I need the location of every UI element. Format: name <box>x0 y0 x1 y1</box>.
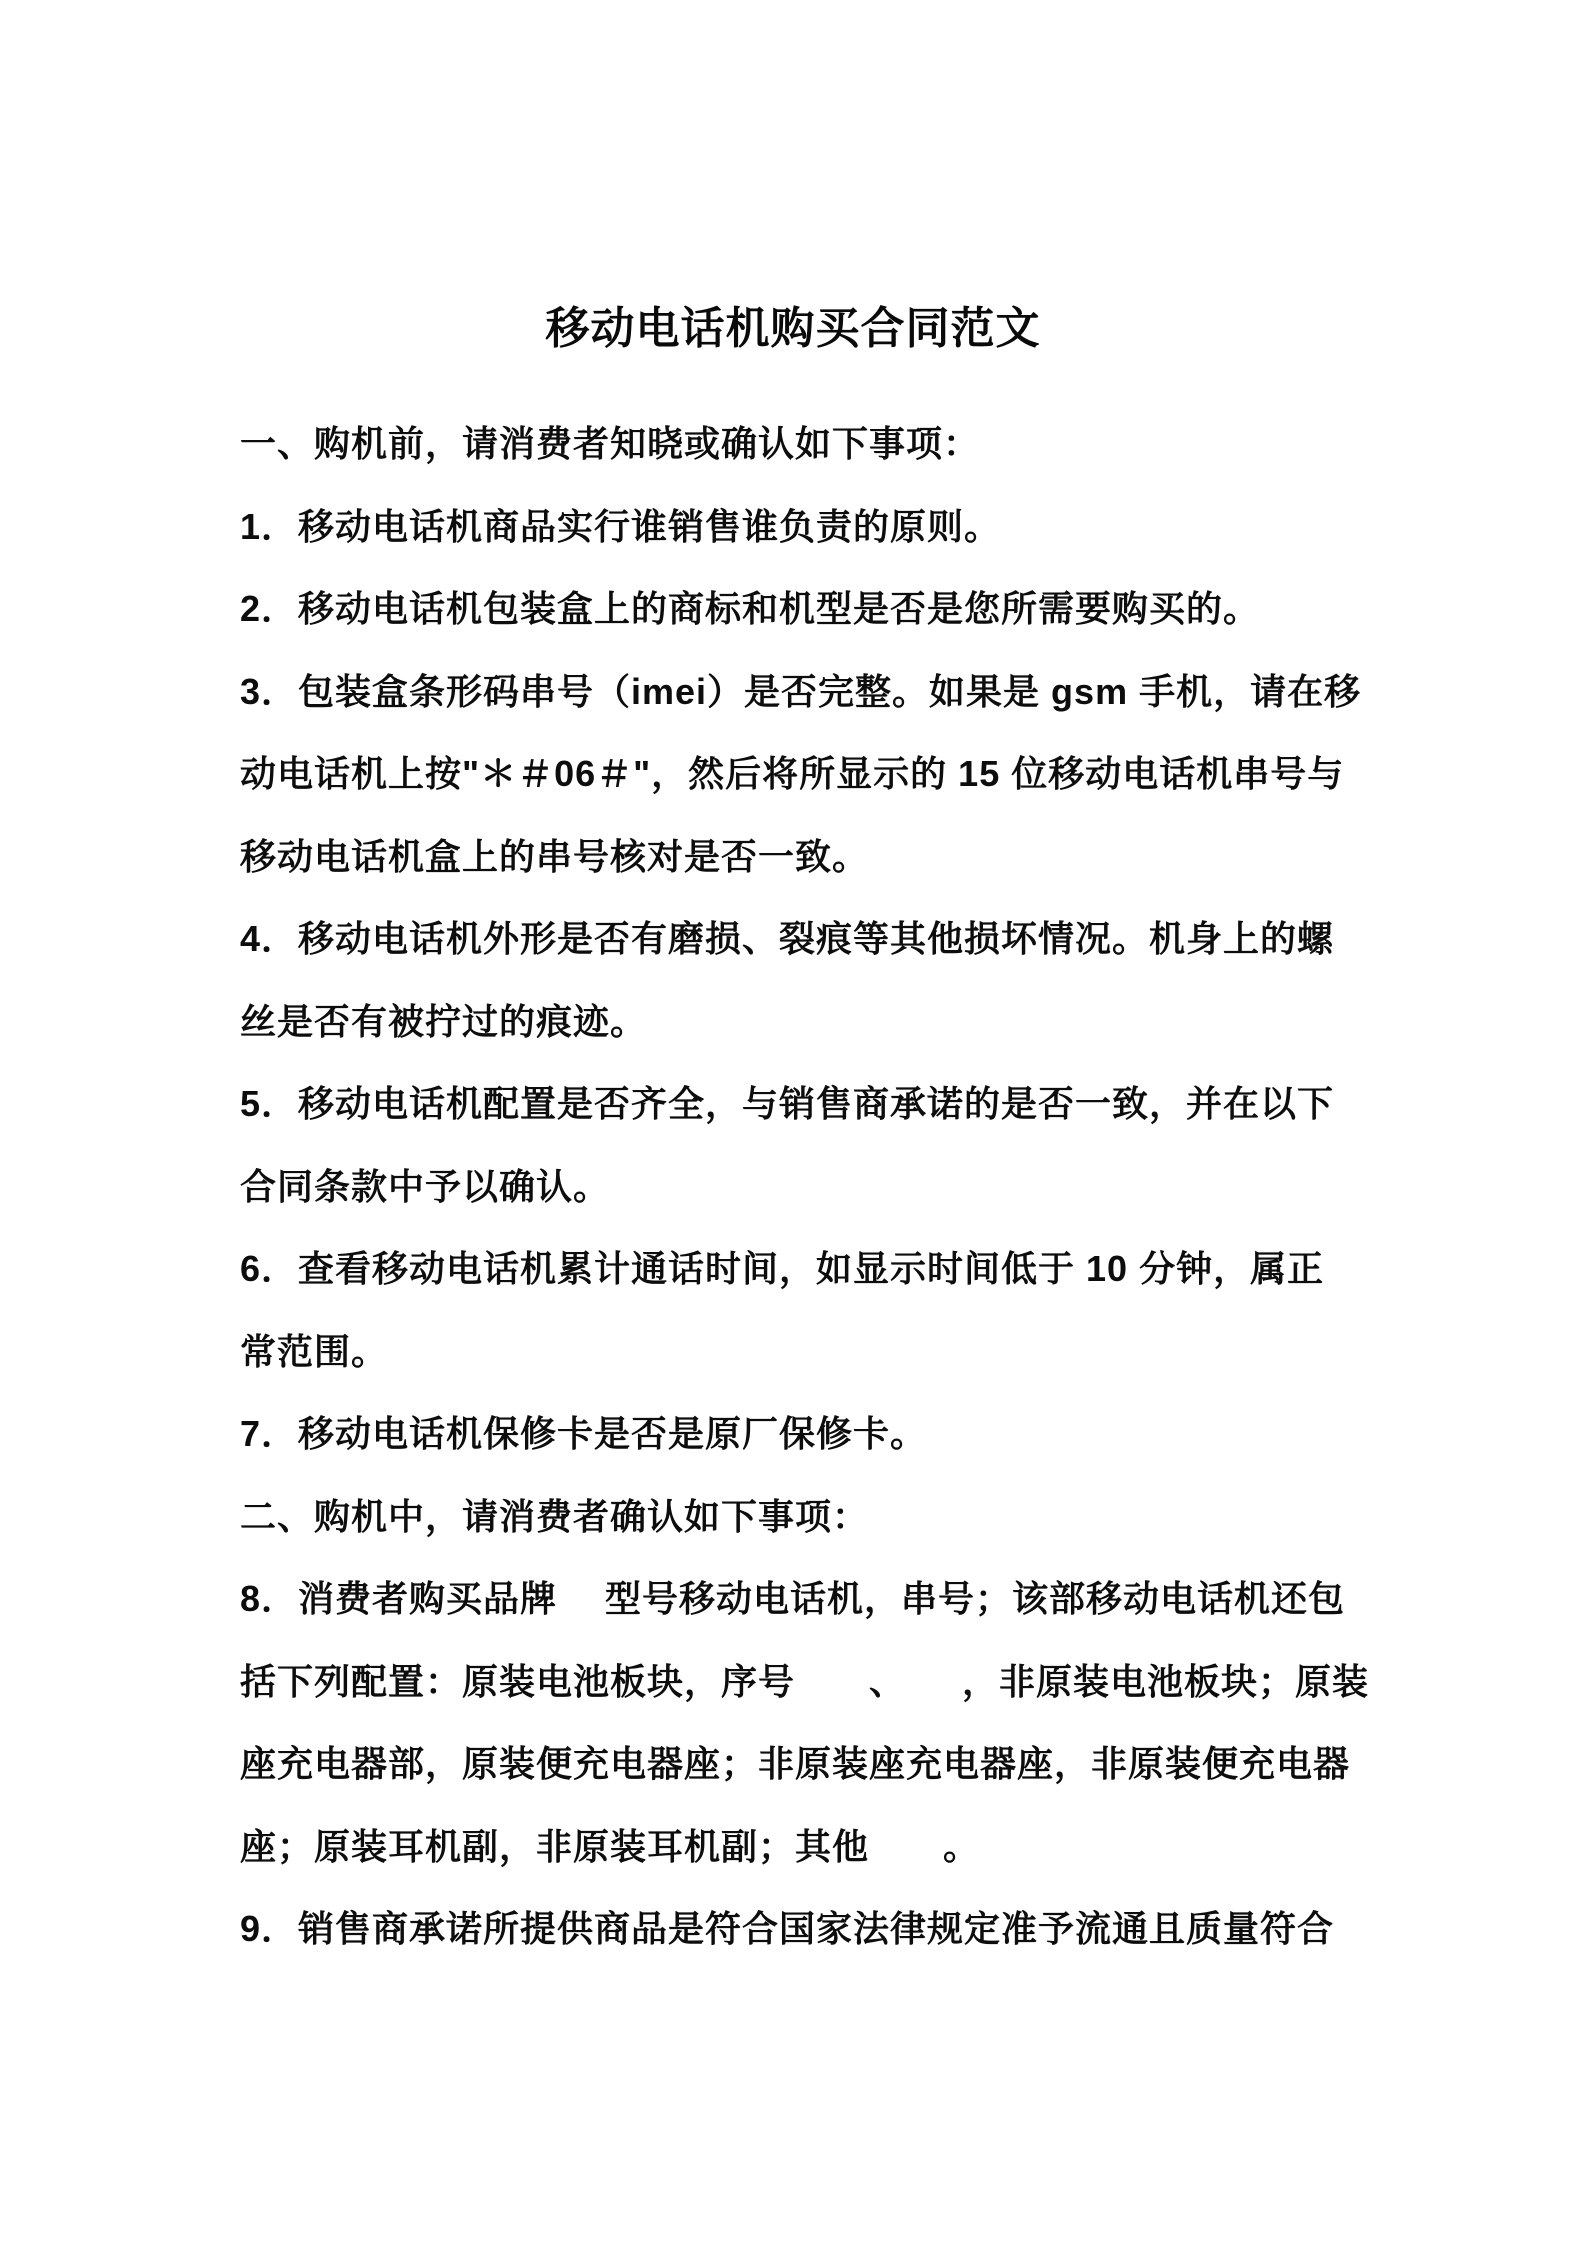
document-line: 常范围。 <box>240 1330 389 1372</box>
document-line: 8．消费者购买品牌 型号移动电话机，串号；该部移动电话机还包 <box>240 1578 1346 1619</box>
document-line: 二、购机中，请消费者确认如下事项： <box>240 1495 870 1537</box>
document-line: 座充电器部，原装便充电器座；非原装座充电器座，非原装便充电器 <box>240 1743 1351 1784</box>
document-line: 一、购机前，请消费者知晓或确认如下事项： <box>240 423 981 464</box>
document-line: 7．移动电话机保修卡是否是原厂保修卡。 <box>240 1413 928 1454</box>
document-body <box>240 403 1370 1971</box>
document-line: 3．包装盒条形码串号（imei）是否完整。如果是 gsm 手机，请在移 <box>240 670 1362 712</box>
document-line: 动电话机上按"＊＃06＃"，然后将所显示的 15 位移动电话机串号与 <box>240 753 1345 794</box>
document-line: 5．移动电话机配置是否齐全，与销售商承诺的是否一致，并在以下 <box>240 1083 1335 1124</box>
document-line: 2．移动电话机包装盒上的商标和机型是否是您所需要购买的。 <box>240 588 1261 629</box>
document-line: 6．查看移动电话机累计通话时间，如显示时间低于 10 分钟，属正 <box>240 1248 1325 1289</box>
document-line: 1．移动电话机商品实行谁销售谁负责的原则。 <box>240 505 1002 547</box>
document-line: 座；原装耳机副，非原装耳机副；其他 。 <box>240 1825 981 1867</box>
document-line: 移动电话机盒上的串号核对是否一致。 <box>240 835 870 877</box>
document-line: 丝是否有被拧过的痕迹。 <box>240 1000 648 1042</box>
document-line: 4．移动电话机外形是否有磨损、裂痕等其他损坏情况。机身上的螺 <box>240 918 1335 959</box>
document-line: 括下列配置：原装电池板块，序号 、 ，非原装电池板块；原装 <box>240 1660 1370 1702</box>
document-line: 合同条款中予以确认。 <box>240 1165 611 1207</box>
document-title: 移动电话机购买合同范文 <box>545 304 1041 353</box>
document-line: 9．销售商承诺所提供商品是符合国家法律规定准予流通且质量符合 <box>240 1908 1335 1949</box>
